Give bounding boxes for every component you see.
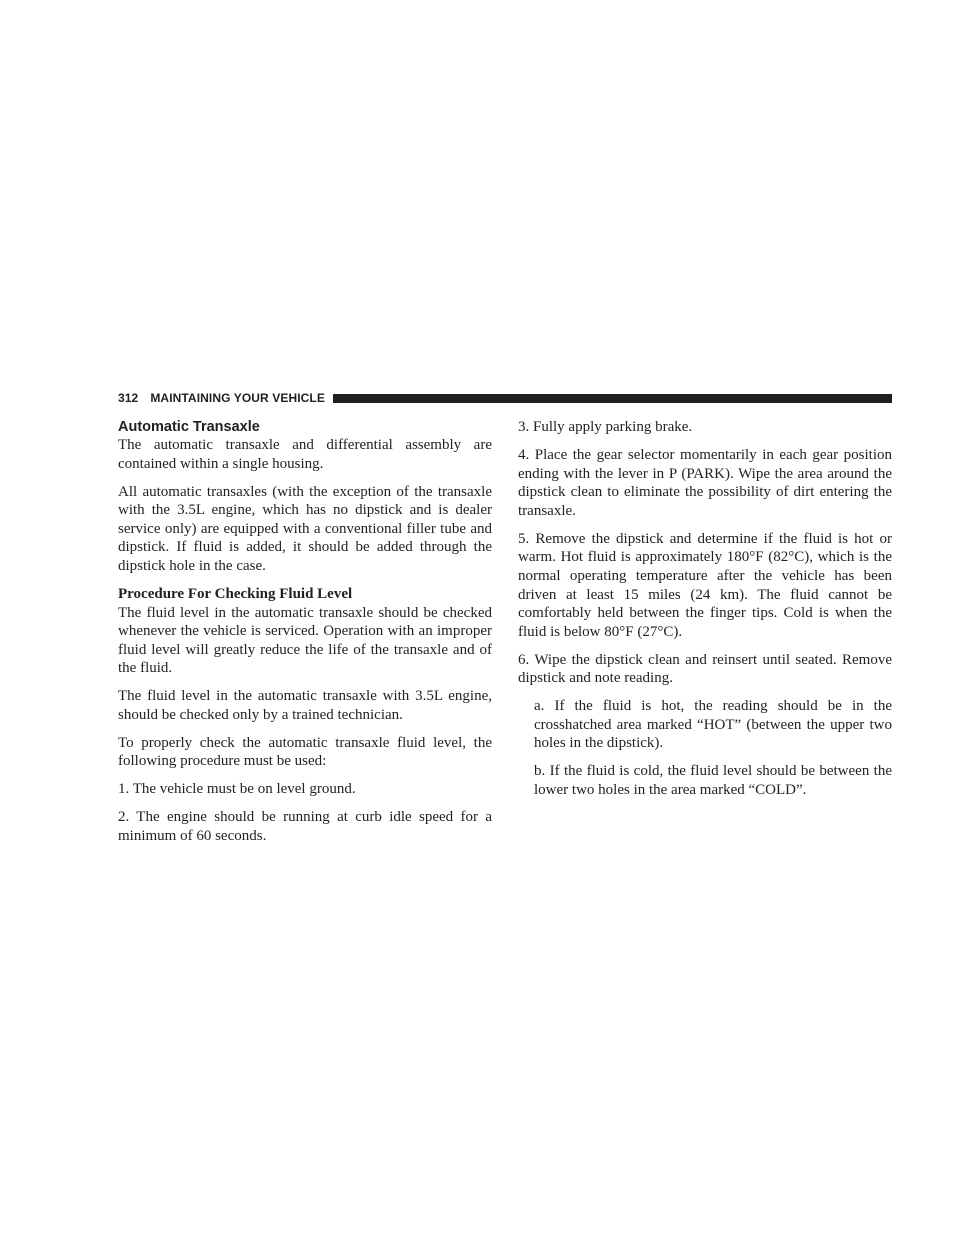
right-column [518,418,892,809]
step-4: 4. Place the gear selector momentarily in each gear position ending with the lever in P (PARK). Wipe the area around the dipstick clean to eliminate the possibility of dirt entering the transaxle. [518,446,892,519]
paragraph-check-when-serviced: The fluid level in the automatic transaxle should be checked whenever the vehicle is serviced. Operation with an improper fluid level will greatly reduce the life of the transaxle and of the fluid. [118,604,492,677]
left-column [118,418,492,855]
section-title: MAINTAINING YOUR VEHICLE [150,391,325,405]
step-6a: a. If the fluid is hot, the reading should be in the crosshatched area marked “HOT” (between the upper two holes in the dipstick). [534,698,892,752]
heading-automatic-transaxle: Automatic Transaxle [118,419,260,435]
step-5: 5. Remove the dipstick and determine if the fluid is hot or warm. Hot fluid is approximately 180°F (82°C), which is the normal operating temperature after the vehicle has been driven at least 15 miles (24 km). The fluid cannot be comfortably held between the finger tips. Cold is when the fluid is below 80°F (27°C). [518,530,892,640]
step-6: 6. Wipe the dipstick clean and reinsert until seated. Remove dipstick and note reading. [518,651,892,687]
step-6b: b. If the fluid is cold, the fluid level should be between the lower two holes in the area marked “COLD”. [534,763,892,799]
step-1: 1. The vehicle must be on level ground. [118,781,356,798]
paragraph-housing: The automatic transaxle and differential assembly are contained within a single housing. [118,437,492,472]
step-2: 2. The engine should be running at curb idle speed for a minimum of 60 seconds. [118,809,492,845]
paragraph-technician: The fluid level in the automatic transaxle with 3.5L engine, should be checked only by a trained technician. [118,688,492,723]
page-header [118,390,892,406]
heading-procedure: Procedure For Checking Fluid Level [118,585,353,602]
paragraph-procedure-intro: To properly check the automatic transaxle fluid level, the following procedure must be used: [118,734,492,770]
page-number: 312 [118,391,139,405]
paragraph-dipstick-info: All automatic transaxles (with the exception of the transaxle with the 3.5L engine, which has no dipstick and is dealer service only) are equipped with a conventional filler tube and dipstick. If fluid is added, it should be added through the dipstick hole in the case. [118,483,492,574]
header-rule [333,394,892,403]
step-3: 3. Fully apply parking brake. [518,419,693,435]
